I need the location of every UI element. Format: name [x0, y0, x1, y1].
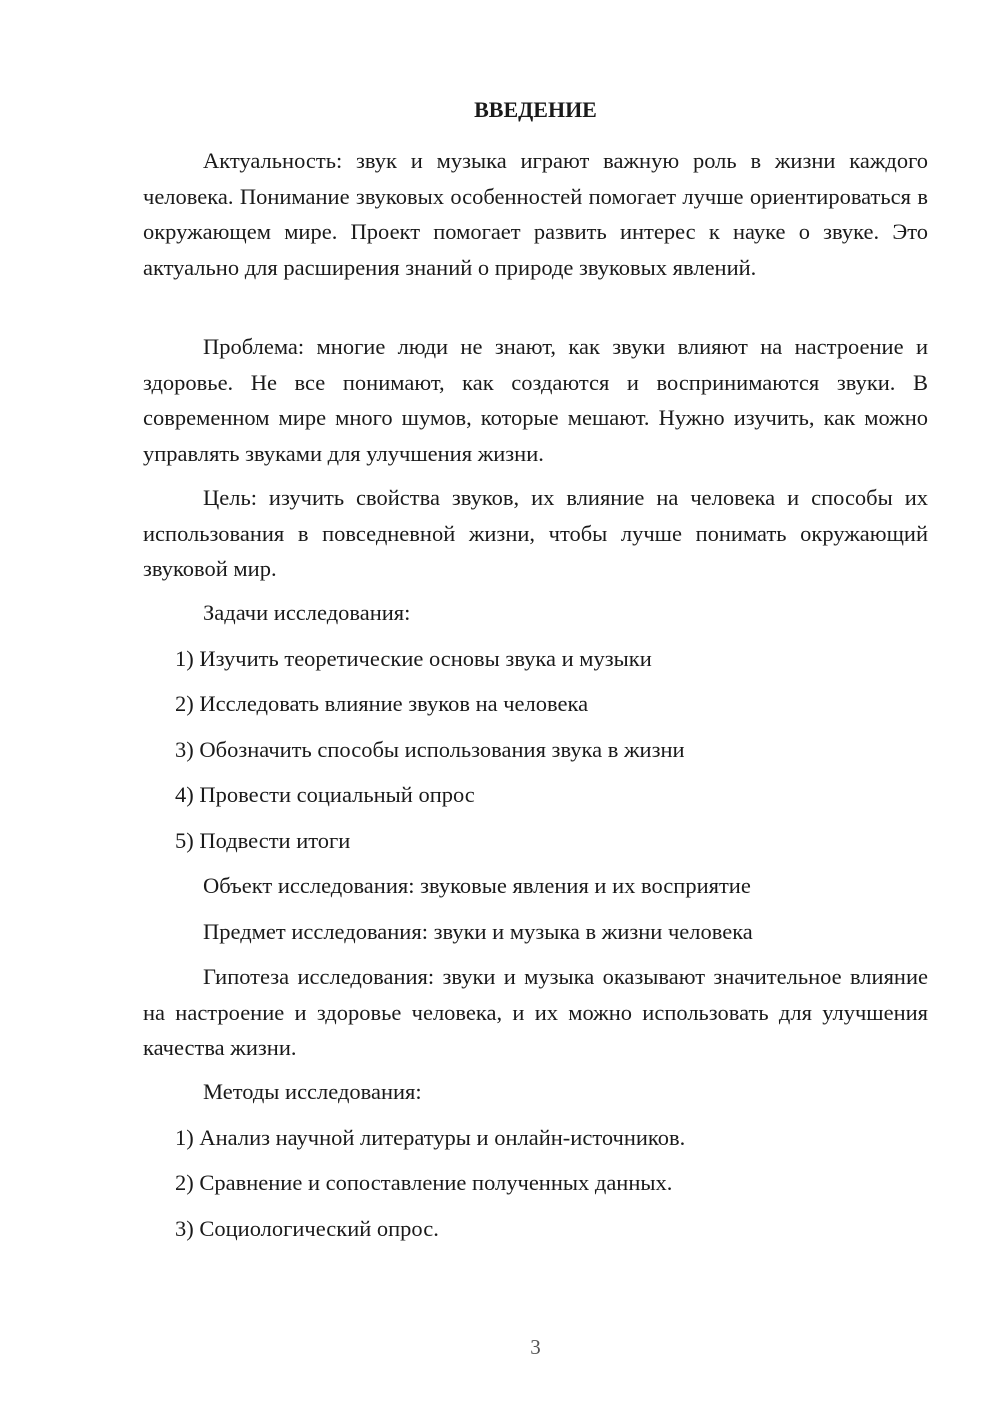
page-number: 3 [530, 1335, 541, 1359]
research-object: Объект исследования: звуковые явления и их восприятие [203, 873, 751, 898]
task-item: 1) Изучить теоретические основы звука и музыки [175, 646, 652, 671]
method-item: 1) Анализ научной литературы и онлайн-источников. [175, 1125, 686, 1150]
problem-paragraph: Проблема: многие люди не знают, как звуки влияют на настроение и здоровье. Не все понимают, как создаются и воспринимаются звуки. В современном мире много шумов, которые мешают. Нужно изучить, как можно управлять звуками для улучшения жизни. [143, 334, 928, 466]
research-subject: Предмет исследования: звуки и музыка в жизни человека [203, 919, 753, 944]
method-item: 3) Социологический опрос. [175, 1216, 439, 1241]
section-title: ВВЕДЕНИЕ [474, 97, 597, 122]
task-item: 4) Провести социальный опрос [175, 782, 475, 807]
task-item: 2) Исследовать влияние звуков на человека [175, 691, 589, 716]
hypothesis-paragraph: Гипотеза исследования: звуки и музыка оказывают значительное влияние на настроение и здоровье человека, и их можно использовать для улучшения качества жизни. [143, 964, 928, 1061]
relevance-paragraph: Актуальность: звук и музыка играют важную роль в жизни каждого человека. Понимание звуковых особенностей помогает лучше ориентироваться в окружающем мире. Проект помогает развить интерес к науке о звуке. Это актуально для расширения знаний о природе звуковых явлений. [143, 148, 928, 280]
task-item: 3) Обозначить способы использования звука в жизни [175, 737, 685, 762]
goal-paragraph: Цель: изучить свойства звуков, их влияние на человека и способы их использования в повседневной жизни, чтобы лучше понимать окружающий звуковой мир. [143, 485, 928, 582]
method-item: 2) Сравнение и сопоставление полученных данных. [175, 1170, 673, 1195]
task-item: 5) Подвести итоги [175, 828, 351, 853]
document-page [143, 0, 928, 1414]
methods-heading: Методы исследования: [203, 1079, 422, 1104]
tasks-heading: Задачи исследования: [203, 600, 411, 625]
